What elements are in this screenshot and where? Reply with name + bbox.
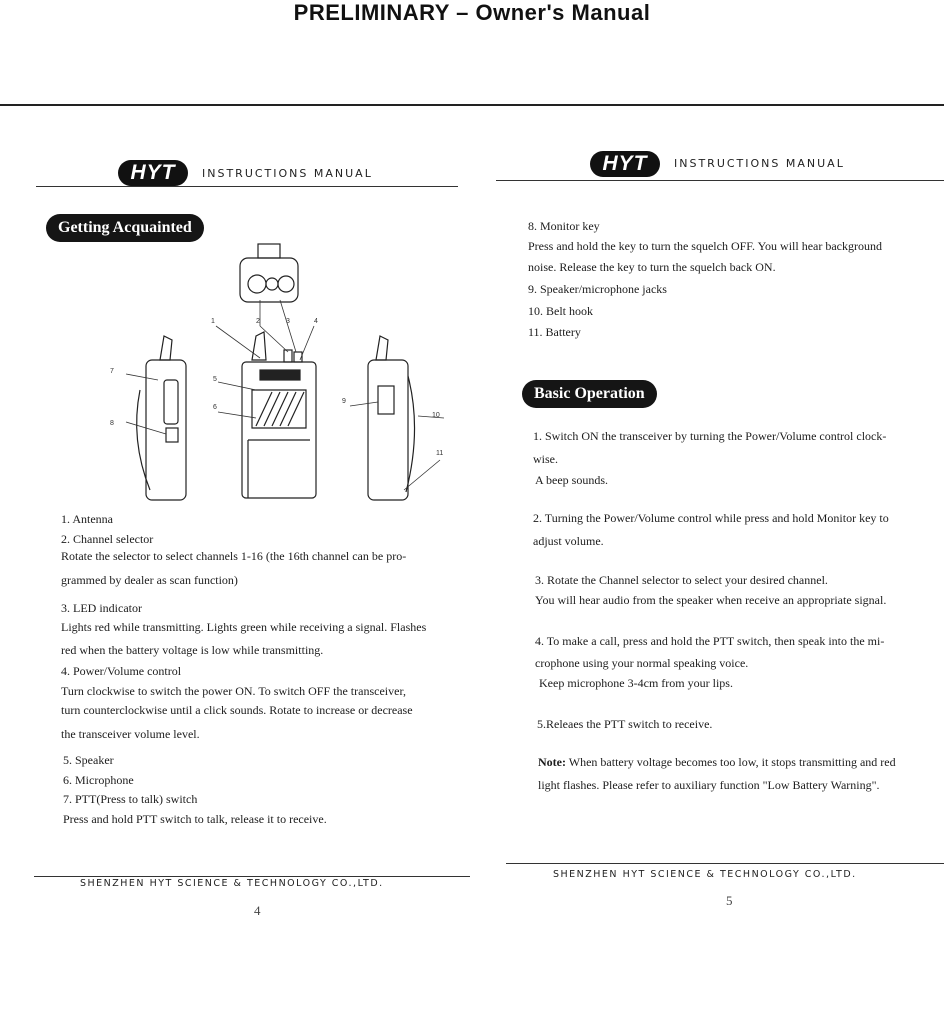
basic-line-4: 2. Turning the Power/Volume control while press and hold Monitor key to (533, 511, 889, 525)
right-line-3: noise. Release the key to turn the squelch back ON. (528, 260, 776, 274)
basic-line-2: wise. (533, 452, 558, 466)
radio-front-view (242, 332, 316, 498)
basic-line-10: Keep microphone 3-4cm from your lips. (539, 676, 733, 690)
note-line-2: light flashes. Please refer to auxiliary function "Low Battery Warning". (538, 778, 880, 792)
note-text-1: When battery voltage becomes too low, it stops transmitting and red (568, 755, 896, 769)
basic-line-11: 5.Releaes the PTT switch to receive. (537, 717, 713, 731)
radio-left-view (137, 336, 186, 500)
basic-line-8: 4. To make a call, press and hold the PTT switch, then speak into the mi- (535, 634, 885, 648)
callout-10: 10 (432, 412, 440, 419)
callout-9: 9 (342, 398, 346, 405)
left-line-15: Press and hold PTT switch to talk, release it to receive. (63, 812, 327, 826)
right-line-2: Press and hold the key to turn the squelch OFF. You will hear background (528, 239, 882, 253)
top-rule (0, 104, 944, 106)
callout-3: 3 (286, 318, 290, 325)
left-line-3: Rotate the selector to select channels 1-16 (the 16th channel can be pro- (61, 549, 407, 563)
callout-8: 8 (110, 420, 114, 427)
left-line-5: 3. LED indicator (61, 601, 142, 615)
section-basic-operation: Basic Operation (522, 380, 657, 408)
left-line-11: the transceiver volume level. (61, 727, 200, 741)
radio-right-view (368, 336, 415, 500)
left-line-8: 4. Power/Volume control (61, 664, 182, 678)
left-footer-rule (34, 876, 470, 877)
left-line-7: red when the battery voltage is low while transmitting. (61, 643, 324, 657)
right-line-6: 11. Battery (528, 325, 581, 339)
left-line-10: turn counterclockwise until a click sounds. Rotate to increase or decrease (61, 703, 413, 717)
right-line-4: 9. Speaker/microphone jacks (528, 282, 667, 296)
left-footer-company: SHENZHEN HYT SCIENCE & TECHNOLOGY CO.,LTD. (80, 878, 384, 889)
radio-top-view (240, 244, 298, 302)
left-line-9: Turn clockwise to switch the power ON. To switch OFF the transceiver, (61, 684, 406, 698)
callout-leaders (126, 300, 444, 490)
basic-line-1: 1. Switch ON the transceiver by turning the Power/Volume control clock- (533, 429, 887, 443)
right-line-5: 10. Belt hook (528, 304, 593, 318)
left-line-12: 5. Speaker (63, 753, 114, 767)
callout-6: 6 (213, 404, 217, 411)
right-page-number: 5 (726, 893, 733, 908)
left-line-2: 2. Channel selector (61, 532, 154, 546)
right-footer-company: SHENZHEN HYT SCIENCE & TECHNOLOGY CO.,LTD. (553, 869, 857, 880)
callout-4: 4 (314, 318, 318, 325)
right-line-1: 8. Monitor key (528, 219, 600, 233)
callout-2: 2 (256, 318, 260, 325)
right-footer-rule (506, 863, 944, 864)
brand-label-left: INSTRUCTIONS MANUAL (202, 167, 373, 180)
basic-line-6: 3. Rotate the Channel selector to select your desired channel. (535, 573, 828, 587)
callout-1: 1 (211, 318, 215, 325)
basic-line-7: You will hear audio from the speaker when receive an appropriate signal. (535, 593, 887, 607)
section-getting-acquainted: Getting Acquainted (46, 214, 204, 242)
left-header-rule (36, 186, 458, 187)
note-label: Note: (538, 755, 566, 769)
document-title: PRELIMINARY – Owner's Manual (293, 0, 651, 25)
basic-line-3: A beep sounds. (535, 473, 608, 487)
right-header-rule (496, 180, 944, 181)
brand-label-right: INSTRUCTIONS MANUAL (674, 157, 845, 170)
hyt-logo-left: HYT (118, 160, 188, 186)
left-line-13: 6. Microphone (63, 773, 134, 787)
left-line-14: 7. PTT(Press to talk) switch (63, 792, 198, 806)
note-line-1 (538, 754, 896, 770)
callout-11: 11 (436, 450, 444, 457)
left-line-6: Lights red while transmitting. Lights green while receiving a signal. Flashes (61, 620, 427, 634)
callout-7: 7 (110, 368, 114, 375)
radio-diagram (100, 240, 460, 505)
basic-line-5: adjust volume. (533, 534, 604, 548)
left-line-1: 1. Antenna (61, 512, 113, 526)
callout-5: 5 (213, 376, 217, 383)
basic-line-9: crophone using your normal speaking voice. (535, 656, 749, 670)
hyt-logo-right: HYT (590, 151, 660, 177)
left-page-number: 4 (254, 903, 261, 918)
left-line-4: grammed by dealer as scan function) (61, 573, 238, 587)
